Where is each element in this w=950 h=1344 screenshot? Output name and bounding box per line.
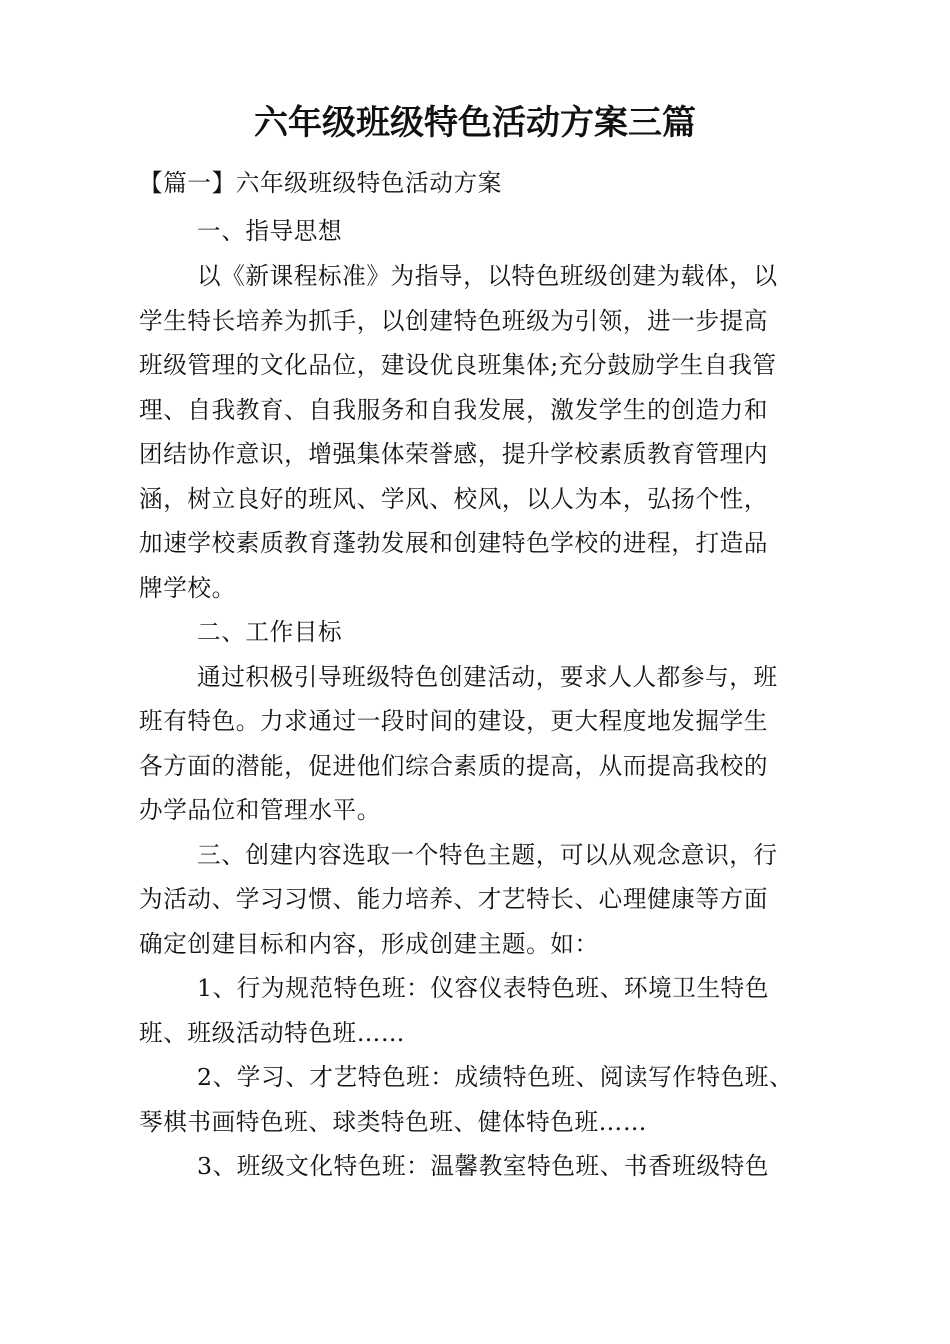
paragraph-line: 牌学校。	[139, 574, 236, 602]
subheading-guiding-ideology: 一、指导思想	[197, 217, 343, 245]
subheading-work-goals: 二、工作目标	[197, 618, 343, 646]
paragraph-line: 确定创建目标和内容，形成创建主题。如：	[139, 930, 599, 958]
paragraph-line: 理、自我教育、自我服务和自我发展，激发学生的创造力和	[139, 396, 769, 424]
paragraph-line: 涵，树立良好的班风、学风、校风，以人为本，弘扬个性，	[139, 485, 769, 513]
paragraph-line: 以《新课程标准》为指导，以特色班级创建为载体，以	[197, 262, 778, 290]
list-item-line: 3、班级文化特色班：温馨教室特色班、书香班级特色	[197, 1152, 770, 1180]
list-item-line: 1、行为规范特色班：仪容仪表特色班、环境卫生特色	[197, 974, 770, 1002]
list-item-line: 班、班级活动特色班……	[139, 1019, 406, 1047]
paragraph-line: 班有特色。力求通过一段时间的建设，更大程度地发掘学生	[139, 707, 769, 735]
paragraph-line: 办学品位和管理水平。	[139, 796, 381, 824]
paragraph-line: 通过积极引导班级特色创建活动，要求人人都参与，班	[197, 663, 778, 691]
section-heading-part-one: 【篇一】六年级班级特色活动方案	[139, 169, 502, 197]
paragraph-line: 团结协作意识，增强集体荣誉感，提升学校素质教育管理内	[139, 440, 769, 468]
paragraph-line: 学生特长培养为抓手，以创建特色班级为引领，进一步提高	[139, 307, 769, 335]
paragraph-line: 三、创建内容选取一个特色主题，可以从观念意识，行	[197, 841, 778, 869]
paragraph-line: 为活动、学习习惯、能力培养、才艺特长、心理健康等方面	[139, 885, 769, 913]
paragraph-line: 班级管理的文化品位，建设优良班集体;充分鼓励学生自我管	[139, 351, 777, 379]
list-item-line: 琴棋书画特色班、球类特色班、健体特色班……	[139, 1108, 648, 1136]
list-item-line: 2、学习、才艺特色班：成绩特色班、阅读写作特色班、	[197, 1063, 794, 1091]
paragraph-line: 加速学校素质教育蓬勃发展和创建特色学校的进程，打造品	[139, 529, 769, 557]
paragraph-line: 各方面的潜能，促进他们综合素质的提高，从而提高我校的	[139, 752, 769, 780]
document-title: 六年级班级特色活动方案三篇	[254, 103, 696, 143]
